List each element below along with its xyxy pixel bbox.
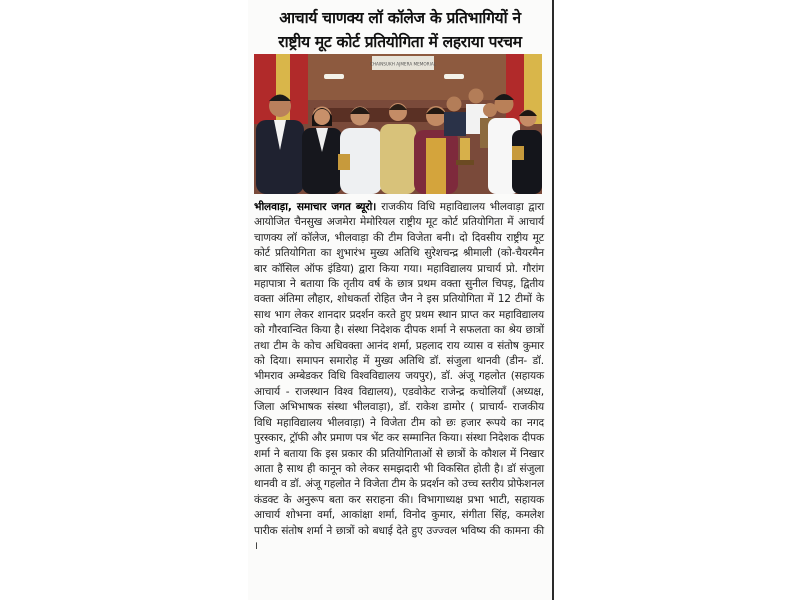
article-body bbox=[254, 200, 544, 554]
headline-line-1: आचार्य चाणक्य लॉ कॉलेज के प्रतिभागियों ने bbox=[279, 9, 521, 27]
banner-text: CHAINSUKH AJMERA MEMORIAL bbox=[369, 61, 437, 67]
headline bbox=[252, 6, 548, 54]
group-photo bbox=[254, 54, 542, 194]
dateline: भीलवाड़ा, समाचार जगत ब्यूरो। bbox=[254, 201, 382, 213]
headline-line-2: राष्ट्रीय मूट कोर्ट प्रतियोगिता में लहराया परचम bbox=[278, 33, 522, 51]
article-text: राजकीय विधि महाविद्यालय भीलवाड़ा द्वारा आयोजित चैनसुख अजमेरा मेमोरियल राष्ट्रीय मूट कोर्ट प्रतियोगिता में आचार्य चाणक्य लॉ कॉलेज, भीलवाड़ा की टीम विजेता बनी। दो दिवसीय राष्ट्रीय मूट कोर्ट प्रतियोगिता का शुभारंभ मुख्य अतिथि सुरेशचन्द्र श्रीमाली (को-चैयरमैन बार कॉसिल ऑफ इंडिया) द्वारा किया गया। महाविद्यालय प्राचार्य प्रो. गौरांग महापात्रा ने बताया कि तृतीय वर्ष के छात्र प्रथम वक्ता सुनील चिपड़, द्वितीय वक्ता अंतिमा लौहार, शोधकर्ता रोहित जैन ने इस प्रतियोगिता में 12 टीमों के साथ भाग लेकर शानदार प्रदर्शन करते हुए प्रथम स्थान प्राप्त कर महाविद्यालय को गौरवान्वित किया है। संस्था निदेशक दीपक शर्मा ने सफलता का श्रेय छात्रों तथा टीम के कोच अधिवक्ता आनंद शर्मा, प्रहलाद राय व्यास व संतोष कुमार को दिया। समापन समारोह में मुख्य अतिथि डॉ. संजुला थानवी (डीन- डॉ. भीमराव अम्बेडकर विधि विश्वविद्यालय जयपुर), डॉ. अंजू गहलोत (सहायक आचार्य - राजस्थान विश्व विद्यालय), एडवोकेट राजेन्द्र कचोलियाँ (अध्यक्ष, जिला अभिभाषक संस्था भीलवाड़ा), डॉ. राकेश डामोर ( प्राचार्य- राजकीय विधि महाविद्यालय भीलवाड़ा) ने विजेता टीम को छः हजार रूपये का नगद पुरस्कार, ट्रॉफी और प्रमाण पत्र भेंट कर सम्मानित किया। संस्था निदेशक दीपक शर्मा ने बताया कि इस प्रकार की प्रतियोगिताओं से छात्रों के कौशल में निखार आता है साथ ही कानून को लेकर समझदारी भी विकसित होती है। डॉ संजुला थानवी व डॉ. अंजू गहलोत ने विजेता टीम के प्रदर्शन को उच्च स्तरीय प्रोफेशनल कंडक्ट के अनुरूप बता कर सराहना की। विभागाध्यक्ष प्रभा भाटी, सहायक आचार्य शोभना वर्मा, आकांक्षा शर्मा, विनोद कुमार, संगीता सिंह, कमलेश पारीक संतोष शर्मा ने छात्रों को बधाई देते हुए उज्ज्वल भविष्य की कामना की । bbox=[254, 201, 545, 552]
group-photo-illustration bbox=[254, 54, 542, 194]
newspaper-clipping bbox=[248, 0, 554, 600]
